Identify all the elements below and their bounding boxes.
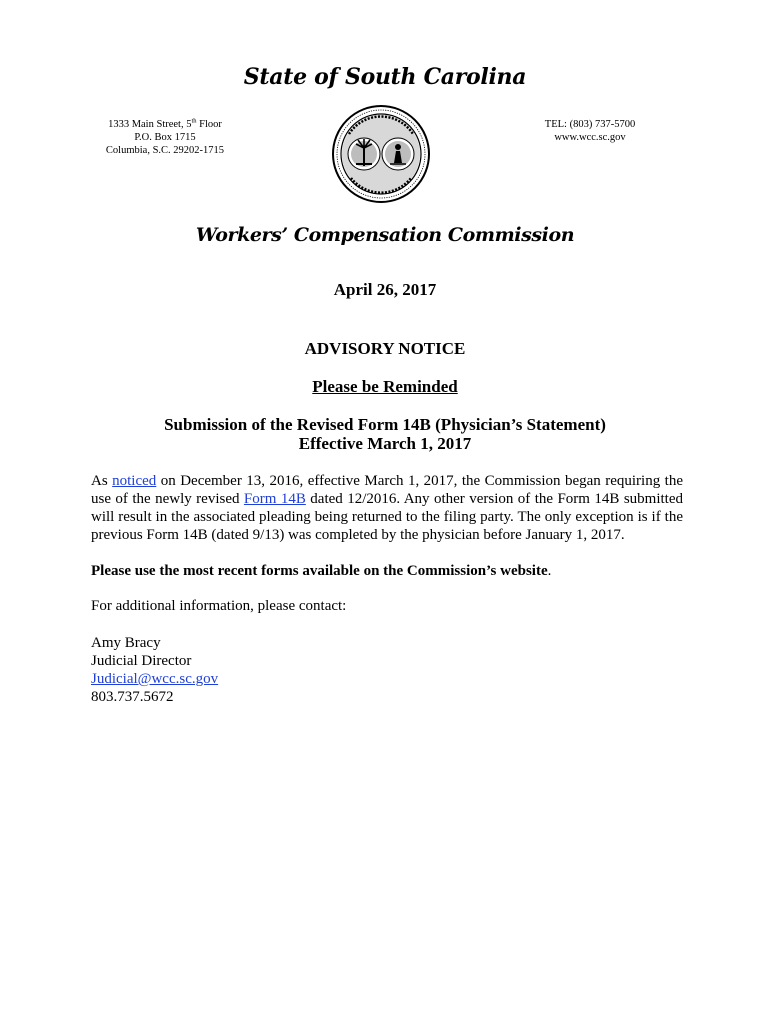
notice-date: April 26, 2017 [333, 280, 437, 299]
subject-line-1: Submission of the Revised Form 14B (Physician’s Statement) [164, 415, 606, 434]
notice-subject [0, 415, 770, 453]
contact-details [91, 634, 491, 706]
address-po-box: P.O. Box 1715 [134, 132, 196, 143]
state-title: State of South Carolina [243, 64, 527, 90]
address-street: 1333 Main Street, 5th Floor [108, 117, 222, 130]
website: www.wcc.sc.gov [554, 132, 626, 143]
contact-title: Judicial Director [91, 653, 192, 669]
notice-heading: ADVISORY NOTICE [304, 339, 466, 358]
commission-title: Workers’ Compensation Commission [195, 224, 575, 246]
notice-subheading: Please be Reminded [312, 377, 458, 396]
noticed-link[interactable]: noticed [112, 473, 157, 489]
address-city: Columbia, S.C. 29202-1715 [105, 145, 225, 156]
contact-info-block [505, 118, 675, 144]
address-block [80, 118, 250, 157]
subject-line-2: Effective March 1, 2017 [298, 434, 472, 453]
contact-phone: 803.737.5672 [91, 689, 174, 705]
forms-reminder: Please use the most recent forms available on the Commission’s website. [91, 563, 552, 579]
notice-body-paragraph: As noticed on December 13, 2016, effective March 1, 2017, the Commission began requiring the use of the newly revised Form 14B dated 12/2016. Any other version of the Form 14B submitted will result in the associated pleading being returned to the filing party. The only exception is if the previous Form 14B (dated 9/13) was completed by the physician before January 1, 2017. [91, 473, 684, 543]
telephone: TEL: (803) 737-5700 [544, 119, 636, 130]
contact-intro: For additional information, please contact: [91, 598, 347, 614]
contact-name: Amy Bracy [91, 635, 161, 651]
form-14b-link[interactable]: Form 14B [243, 491, 306, 507]
contact-email-link[interactable]: Judicial@wcc.sc.gov [91, 671, 219, 687]
state-seal-icon [331, 104, 431, 204]
